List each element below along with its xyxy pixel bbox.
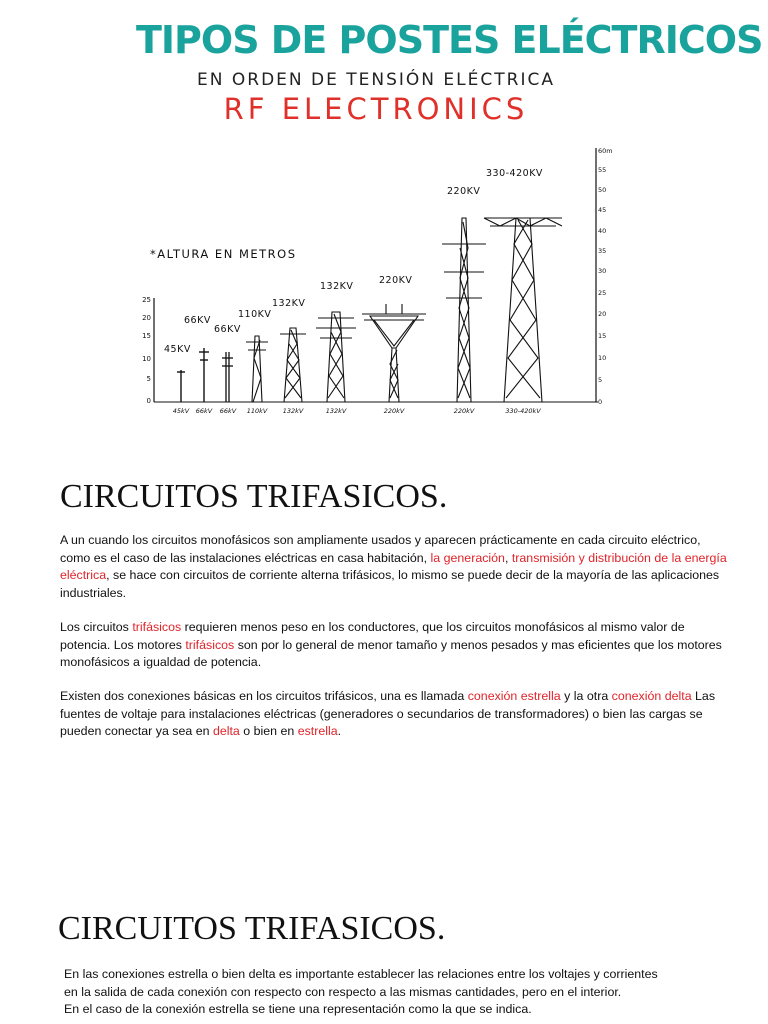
pole-220kv-a — [362, 304, 426, 402]
left-tick: 0 — [146, 397, 151, 405]
voltage-label: 132KV — [320, 281, 354, 292]
text: requieren menos peso en los conductores, que los circuitos monofásicos al mismo valor de potencia. Los motores — [60, 620, 685, 652]
highlight: transmisión y distribución de la energía eléctrica — [60, 550, 727, 582]
left-tick: 10 — [142, 355, 151, 363]
text: , — [504, 550, 512, 565]
section-title-2: CIRCUITOS TRIFASICOS. — [58, 910, 446, 947]
highlight: trifásicos — [185, 637, 235, 652]
paragraph-2 — [60, 619, 732, 672]
text: Existen dos conexiones básicas en los circuitos trifásicos, una es llamada — [60, 689, 468, 703]
left-tick: 20 — [142, 314, 151, 322]
paragraph-1 — [60, 532, 732, 602]
right-tick: 55 — [598, 166, 607, 174]
paragraph-4 — [64, 966, 736, 1019]
text: Los circuitos — [60, 620, 133, 634]
right-axis-ticks — [598, 147, 613, 406]
text: Las fuentes de voltaje para instalaciones eléctricas (generadores o secundarios de transformadores) o bien las cargas se pueden conectar ya sea en — [60, 689, 716, 738]
pole-330-420kv — [484, 218, 562, 402]
pole-110kv — [246, 336, 268, 402]
left-tick: 15 — [142, 332, 151, 340]
base-label: 45kV — [172, 407, 190, 415]
right-tick: 10 — [598, 354, 607, 362]
right-tick: 45 — [598, 206, 607, 214]
base-label: 132kV — [325, 407, 347, 415]
infographic-title: TIPOS DE POSTES ELÉCTRICOS — [136, 18, 763, 62]
voltage-label: 45KV — [164, 344, 191, 355]
section-title-1: CIRCUITOS TRIFASICOS. — [60, 478, 448, 515]
voltage-label: 132KV — [272, 298, 306, 309]
voltage-label: 220KV — [447, 186, 481, 197]
paragraph-3 — [60, 688, 732, 741]
base-labels — [173, 407, 541, 415]
highlight: conexión estrella — [467, 689, 561, 703]
text-line: En las conexiones estrella o bien delta es importante establecer las relaciones entre los voltajes y corrientes — [64, 967, 658, 981]
base-label: 220kV — [453, 407, 475, 415]
left-tick: 25 — [142, 296, 151, 304]
voltage-label: 220KV — [379, 275, 413, 286]
text: , se hace con circuitos de corriente alterna trifásicos, lo mismo se puede decir de la mayoría de las aplicaciones industriales. — [60, 568, 720, 600]
voltage-label: 330-420KV — [486, 168, 543, 179]
pole-45kv — [177, 370, 185, 402]
base-label: 66kV — [219, 407, 237, 415]
left-axis-ticks — [142, 296, 151, 405]
right-tick: 35 — [598, 247, 607, 255]
pole-132kv-a — [280, 328, 306, 402]
right-tick: 25 — [598, 289, 607, 297]
voltage-label: 110KV — [238, 309, 272, 320]
height-note: *ALTURA EN METROS — [150, 247, 297, 261]
highlight: delta — [212, 724, 240, 738]
highlight: la generación — [430, 550, 505, 565]
text: y la otra — [560, 689, 612, 703]
right-tick: 50 — [598, 186, 607, 194]
highlight: conexión delta — [611, 689, 692, 703]
poles-drawing — [134, 8, 763, 418]
right-tick: 30 — [598, 267, 607, 275]
base-label: 66kV — [195, 407, 213, 415]
infographic-subtitle: EN ORDEN DE TENSIÓN ELÉCTRICA — [197, 70, 555, 90]
right-tick: 20 — [598, 310, 607, 318]
base-label: 220kV — [383, 407, 405, 415]
text: . — [337, 724, 342, 738]
voltage-labels — [164, 168, 543, 355]
pole-66kv-a — [199, 348, 209, 402]
right-tick: 40 — [598, 227, 607, 235]
base-label: 330-420kV — [505, 407, 541, 415]
text: o bien en — [239, 724, 298, 738]
text: A un cuando los circuitos monofásicos son ampliamente usados y aparecen prácticamente en cada circuito eléctrico, como es el caso de las instalaciones eléctricas en casa habitación, — [60, 533, 701, 565]
right-tick: 15 — [598, 332, 607, 340]
left-tick: 5 — [146, 375, 151, 383]
pole-66kv-b — [222, 352, 233, 402]
poles-infographic — [134, 8, 763, 418]
pole-132kv-b — [316, 312, 356, 402]
right-tick: 60m — [598, 147, 613, 155]
right-tick: 0 — [598, 398, 603, 406]
pole-220kv-b — [442, 218, 486, 402]
voltage-label: 66KV — [214, 324, 241, 335]
infographic-brand: RF ELECTRONICS — [223, 92, 529, 126]
highlight: estrella — [297, 724, 338, 738]
voltage-label: 66KV — [184, 315, 211, 326]
highlight: trifásicos — [132, 620, 182, 634]
text-line: en la salida de cada conexión con respecto con respecto a las mismas cantidades, pero en el interior. — [64, 984, 622, 999]
base-label: 132kV — [282, 407, 304, 415]
text-line: En el caso de la conexión estrella se tiene una representación como la que se indica. — [64, 1002, 532, 1016]
base-label: 110kV — [246, 407, 268, 415]
text: son por lo general de menor tamaño y menos pesados y mas eficientes que los motores monofásicos a igualdad de potencia. — [60, 637, 722, 669]
right-tick: 5 — [598, 376, 603, 384]
